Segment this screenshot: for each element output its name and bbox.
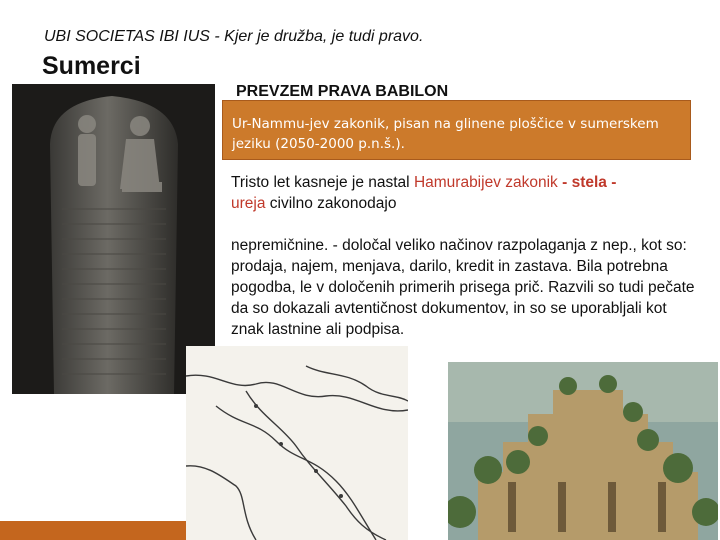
dash-text: - xyxy=(557,174,572,191)
footer-accent-bar xyxy=(0,521,186,540)
hammurabi-code-link: Hamurabijev zakonik xyxy=(413,174,558,191)
hanging-gardens-image xyxy=(448,362,718,540)
ureja-term: ureja xyxy=(231,195,266,212)
dash-text-2: - xyxy=(606,174,617,191)
section-heading: PREVZEM PRAVA BABILON xyxy=(236,83,449,100)
hammurabi-stela-image xyxy=(12,84,215,394)
stela-term: stela xyxy=(571,174,607,191)
callout-text: Ur-Nammu-jev zakonik, pisan na glinene ploščice v sumerskem jeziku (2050-2000 p.n.š.). xyxy=(232,116,659,152)
slide-subtitle: UBI SOCIETAS IBI IUS - Kjer je družba, je tudi pravo. xyxy=(44,28,424,45)
paragraph-text-civil: civilno zakonodajo xyxy=(265,195,397,212)
property-paragraph: nepremičnine. - določal veliko načinov razpolaganja z nep., kot so: prodaja, najem, menjava, darilo, kredit in zastava. Bila potrebna pogodba, le v določenih primerih prisega prič. Razvili so tudi pečate da so dokazali avtentičnost dokumentov, in so se uporabljali kot znak lastnine ali podpisa. xyxy=(231,237,695,338)
paragraph-text-intro: Tristo let kasneje je nastal xyxy=(231,174,414,191)
slide-title: Sumerci xyxy=(42,52,141,80)
body-paragraph xyxy=(231,172,701,340)
mesopotamia-map-image xyxy=(186,346,408,540)
